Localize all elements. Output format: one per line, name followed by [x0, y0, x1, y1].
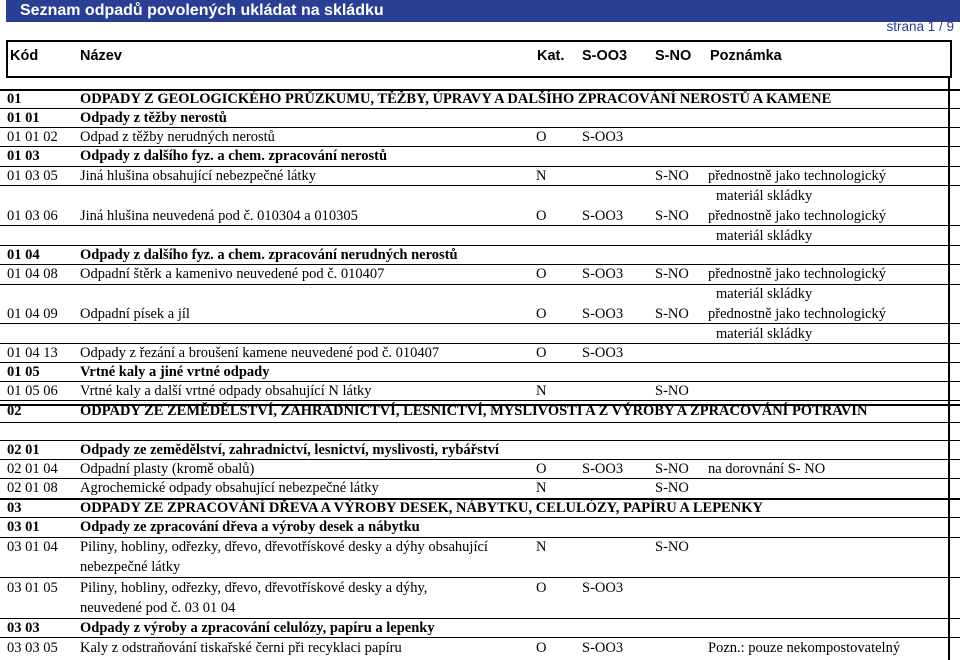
waste-note: přednostně jako technologický	[708, 306, 886, 322]
waste-category: O	[536, 345, 547, 361]
sno-mark: S-NO	[655, 208, 689, 224]
waste-category: O	[536, 266, 547, 282]
waste-code: 02 01	[7, 442, 40, 458]
document-title: Seznam odpadů povolených ukládat na skládku	[20, 2, 384, 19]
waste-code: 01 03 05	[7, 168, 58, 184]
table-right-border	[948, 76, 950, 660]
waste-note: přednostně jako technologický	[708, 208, 886, 224]
waste-category: O	[536, 129, 547, 145]
waste-code: 01 04 08	[7, 266, 58, 282]
row-separator	[0, 245, 960, 246]
row-separator	[0, 264, 960, 265]
waste-name: Odpady z dalšího fyz. a chem. zpracování nerudných nerostů	[80, 247, 458, 263]
waste-name: Odpady z výroby a zpracování celulózy, papíru a lepenky	[80, 620, 435, 636]
soo3-mark: S-OO3	[582, 461, 624, 477]
row-separator	[0, 517, 960, 518]
row-separator	[0, 127, 960, 128]
waste-code: 03 03	[7, 620, 40, 636]
sno-mark: S-NO	[655, 168, 689, 184]
waste-code: 03 01 04	[7, 539, 58, 555]
soo3-mark: S-OO3	[582, 266, 624, 282]
row-separator	[0, 362, 960, 363]
waste-code: 03 01 05	[7, 580, 58, 596]
waste-name: ODPADY ZE ZPRACOVÁNÍ DŘEVA A VÝROBY DESEK, NÁBYTKU, CELULÓZY, PAPÍRU A LEPENKY	[80, 500, 763, 516]
waste-name: Jiná hlušina obsahující nebezpečné látky	[80, 168, 316, 184]
waste-code: 02	[7, 403, 22, 419]
row-separator	[0, 323, 960, 324]
waste-name-continued: nebezpečné látky	[80, 559, 181, 575]
waste-code: 03 03 05	[7, 640, 58, 656]
waste-note-continued: materiál skládky	[716, 326, 813, 342]
waste-note: Pozn.: pouze nekompostovatelný	[708, 640, 901, 656]
soo3-mark: S-OO3	[582, 640, 624, 656]
waste-name: Odpady ze zpracování dřeva a výroby desek a nábytku	[80, 519, 420, 535]
column-header-code: Kód	[10, 48, 39, 64]
waste-code: 03	[7, 500, 22, 516]
row-separator	[0, 440, 960, 441]
waste-category: O	[536, 640, 547, 656]
waste-code: 01 05	[7, 364, 40, 380]
waste-name: Vrtné kaly a jiné vrtné odpady	[80, 364, 270, 380]
waste-name-continued: neuvedené pod č. 03 01 04	[80, 600, 236, 616]
row-separator	[0, 343, 960, 344]
soo3-mark: S-OO3	[582, 306, 624, 322]
row-separator	[0, 459, 960, 460]
waste-name: Piliny, hobliny, odřezky, dřevo, dřevotřískové desky a dýhy,	[80, 580, 428, 596]
row-separator	[0, 166, 960, 167]
waste-code: 01 01 02	[7, 129, 58, 145]
sno-mark: S-NO	[655, 266, 689, 282]
column-header-name: Název	[80, 48, 122, 64]
waste-name: Odpadní štěrk a kamenivo neuvedené pod č. 010407	[80, 266, 385, 282]
waste-category: N	[536, 383, 547, 399]
waste-category: N	[536, 539, 547, 555]
sno-mark: S-NO	[655, 383, 689, 399]
waste-name: Kaly z odstraňování tiskařské černi při recyklaci papíru	[80, 640, 402, 656]
waste-name: Odpadní plasty (kromě obalů)	[80, 461, 255, 477]
soo3-mark: S-OO3	[582, 208, 624, 224]
page-number: strana 1 / 9	[886, 19, 954, 34]
waste-code: 01 01	[7, 110, 40, 126]
column-header-note: Poznámka	[710, 48, 782, 64]
waste-code: 02 01 08	[7, 480, 58, 496]
waste-code: 03 01	[7, 519, 40, 535]
waste-name: Vrtné kaly a další vrtné odpady obsahující N látky	[80, 383, 372, 399]
waste-name: Odpady ze zemědělství, zahradnictví, lesnictví, myslivosti, rybářství	[80, 442, 499, 458]
row-separator	[0, 225, 960, 226]
waste-note-continued: materiál skládky	[716, 286, 813, 302]
waste-category: N	[536, 480, 547, 496]
appendix-label: Příloha č.1 provozního řádu	[788, 1, 954, 16]
waste-name: Odpadní písek a jíl	[80, 306, 190, 322]
soo3-mark: S-OO3	[582, 129, 624, 145]
waste-code: 01 03	[7, 148, 40, 164]
row-separator	[0, 381, 960, 382]
waste-code: 01 04	[7, 247, 40, 263]
waste-code: 01 03 06	[7, 208, 58, 224]
row-separator	[0, 108, 960, 109]
waste-category: O	[536, 208, 547, 224]
waste-code: 01 04 09	[7, 306, 58, 322]
column-header-sno: S-NO	[655, 48, 692, 64]
waste-name: ODPADY Z GEOLOGICKÉHO PRŮZKUMU, TĚŽBY, ÚPRAVY A DALŠÍHO ZPRACOVÁNÍ NEROSTŮ A KAMENE	[80, 91, 832, 107]
waste-name: Odpady z dalšího fyz. a chem. zpracování nerostů	[80, 148, 388, 164]
waste-note: na dorovnání S- NO	[708, 461, 826, 477]
sno-mark: S-NO	[655, 480, 689, 496]
waste-name: Agrochemické odpady obsahující nebezpečné látky	[80, 480, 379, 496]
waste-code: 01 05 06	[7, 383, 58, 399]
row-separator	[0, 618, 960, 619]
waste-name: ODPADY ZE ZEMĚDĚLSTVÍ, ZAHRADNICTVÍ, LESNICTVÍ, MYSLIVOSTI A Z VÝROBY A ZPRACOVÁNÍ POTRAVIN	[80, 403, 868, 419]
soo3-mark: S-OO3	[582, 580, 624, 596]
row-separator	[0, 284, 960, 285]
waste-category: N	[536, 168, 547, 184]
row-separator	[0, 577, 960, 578]
waste-name: Piliny, hobliny, odřezky, dřevo, dřevotřískové desky a dýhy obsahující	[80, 539, 488, 555]
waste-code: 01 04 13	[7, 345, 58, 361]
waste-category: O	[536, 580, 547, 596]
waste-name: Odpady z řezání a broušení kamene neuvedené pod č. 010407	[80, 345, 440, 361]
waste-note-continued: materiál skládky	[716, 188, 813, 204]
waste-note: přednostně jako technologický	[708, 168, 886, 184]
column-header-category: Kat.	[537, 48, 565, 64]
sno-mark: S-NO	[655, 539, 689, 555]
sno-mark: S-NO	[655, 306, 689, 322]
row-separator	[0, 422, 960, 423]
row-separator	[0, 146, 960, 147]
column-header-soo3: S-OO3	[582, 48, 628, 64]
column-header-box	[6, 40, 952, 78]
sno-mark: S-NO	[655, 461, 689, 477]
waste-name: Odpad z těžby nerudných nerostů	[80, 129, 275, 145]
waste-name: Odpady z těžby nerostů	[80, 110, 227, 126]
waste-note-continued: materiál skládky	[716, 228, 813, 244]
waste-category: O	[536, 306, 547, 322]
waste-code: 02 01 04	[7, 461, 58, 477]
row-separator	[0, 400, 960, 401]
soo3-mark: S-OO3	[582, 345, 624, 361]
row-separator	[0, 185, 960, 186]
row-separator	[0, 637, 960, 638]
row-separator	[0, 478, 960, 479]
row-separator	[0, 537, 960, 538]
waste-category: O	[536, 461, 547, 477]
waste-note: přednostně jako technologický	[708, 266, 886, 282]
waste-name: Jiná hlušina neuvedená pod č. 010304 a 010305	[80, 208, 358, 224]
waste-code: 01	[7, 91, 22, 107]
